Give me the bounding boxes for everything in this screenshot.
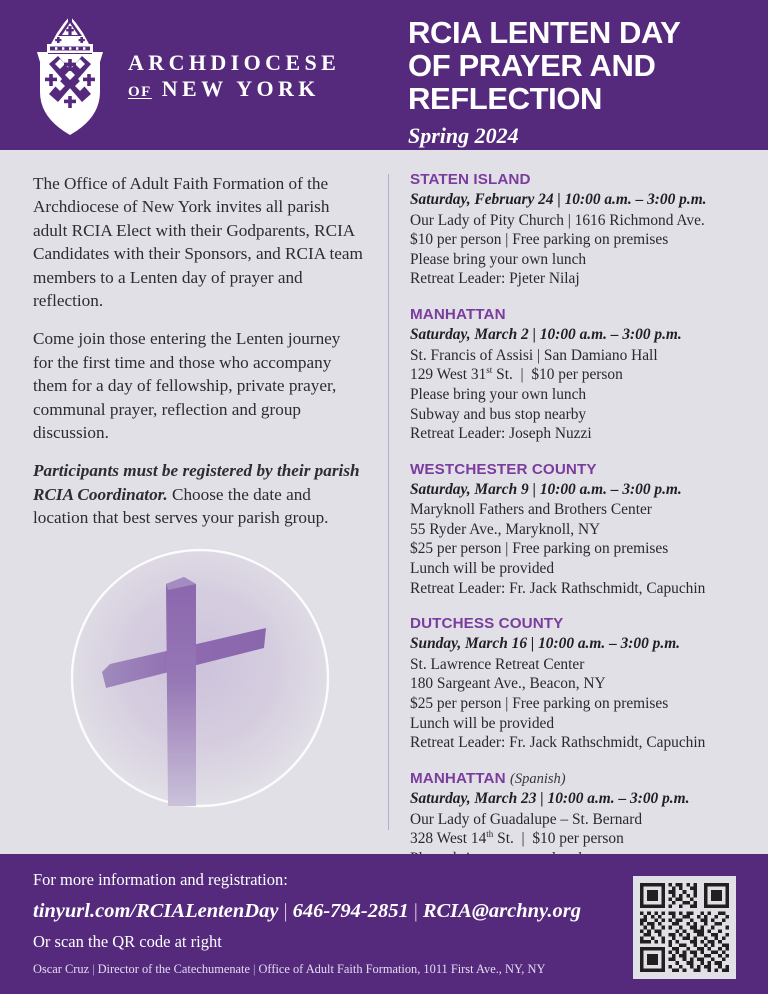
event-detail-line: Please bring your own lunch bbox=[410, 250, 587, 268]
header-band bbox=[0, 0, 768, 150]
credit-title: Director of the Catechumenate bbox=[97, 962, 250, 977]
footer-credit-line bbox=[33, 962, 593, 977]
event-detail-line: Our Lady of Guadalupe – St. Bernard bbox=[410, 810, 643, 828]
footer-scan-note: Or scan the QR code at right bbox=[33, 932, 222, 952]
contact-email[interactable]: RCIA@archny.org bbox=[422, 899, 581, 922]
intro-paragraph-1: The Office of Adult Faith Formation of the Archdiocese of New York invites all parish adult RCIA Elect with their Godparents, RCIA Candidates with their Sponsors, and RCIA team members to a Lenten day of prayer and reflection. bbox=[33, 174, 363, 310]
event-detail-line: 328 West 14th St. | $10 per person bbox=[410, 829, 624, 848]
contact-separator: | bbox=[283, 899, 288, 922]
event-datetime: Saturday, March 23 | 10:00 a.m. – 3:00 p.m. bbox=[410, 789, 690, 807]
footer-info-label: For more information and registration: bbox=[33, 870, 288, 889]
intro-paragraph-2: Come join those entering the Lenten journey for the first time and those who accompany them for a day of fellowship, private prayer, communal prayer, reflection and group discussion. bbox=[33, 329, 341, 442]
wordmark-new-york: NEW YORK bbox=[161, 76, 320, 102]
title-line-2: OF PRAYER AND bbox=[408, 48, 656, 84]
event-datetime: Sunday, March 16 | 10:00 a.m. – 3:00 p.m. bbox=[410, 635, 681, 653]
event-city-name: STATEN ISLAND bbox=[410, 171, 531, 188]
event-city-name: MANHATTAN bbox=[410, 305, 506, 323]
footer-text-block bbox=[33, 870, 593, 977]
event-datetime: Saturday, February 24 | 10:00 a.m. – 3:00 p.m. bbox=[410, 191, 707, 208]
main-content bbox=[0, 150, 768, 854]
event-detail-line: 129 West 31st St. | $10 per person bbox=[410, 365, 623, 384]
event-dutchess-county bbox=[410, 614, 760, 753]
event-detail-line: 55 Ryder Ave., Maryknoll, NY bbox=[410, 520, 601, 538]
event-detail-line: $10 per person | Free parking on premises bbox=[410, 231, 669, 249]
event-detail-line: St. Lawrence Retreat Center bbox=[410, 655, 585, 673]
credit-name: Oscar Cruz bbox=[33, 962, 90, 977]
event-detail-line: Retreat Leader: Joseph Nuzzi bbox=[410, 425, 592, 443]
event-city-heading bbox=[410, 460, 760, 479]
event-city-name: DUTCHESS COUNTY bbox=[410, 615, 564, 633]
archdiocese-of-new-york-crest-icon bbox=[24, 14, 116, 138]
event-detail-line: Our Lady of Pity Church | 1616 Richmond Ave. bbox=[410, 211, 705, 229]
event-westchester-county bbox=[410, 460, 760, 599]
purple-cross-illustration bbox=[56, 544, 344, 832]
registration-note: Choose the date and location that best serves your parish group. bbox=[33, 484, 329, 528]
wordmark-of: OF bbox=[128, 84, 152, 101]
event-city-name: MANHATTAN bbox=[410, 769, 506, 787]
event-detail-line: Retreat Leader: Pjeter Nilaj bbox=[410, 270, 580, 288]
contact-separator: | bbox=[413, 899, 418, 922]
archdiocese-logo-block bbox=[24, 14, 340, 138]
column-divider bbox=[388, 174, 389, 830]
credit-separator: | bbox=[92, 962, 95, 977]
event-detail-line: Lunch will be provided bbox=[410, 560, 555, 578]
event-detail-line: Lunch will be provided bbox=[410, 714, 555, 732]
wordmark-of-new-york bbox=[128, 77, 340, 101]
credit-office: Office of Adult Faith Formation, 1011 First Ave., NY, NY bbox=[258, 962, 546, 977]
event-datetime: Saturday, March 9 | 10:00 a.m. – 3:00 p.m. bbox=[410, 480, 682, 498]
event-city-heading bbox=[410, 305, 760, 324]
events-column bbox=[410, 170, 760, 888]
intro-paragraph-3 bbox=[33, 459, 363, 529]
event-manhattan bbox=[410, 305, 760, 444]
event-datetime: Saturday, March 2 | 10:00 a.m. – 3:00 p.m. bbox=[410, 325, 682, 343]
event-detail-line: Retreat Leader: Fr. Jack Rathschmidt, Capuchin bbox=[410, 734, 706, 752]
event-detail-line: Retreat Leader: Fr. Jack Rathschmidt, Capuchin bbox=[410, 579, 706, 597]
event-detail-line: Maryknoll Fathers and Brothers Center bbox=[410, 501, 652, 519]
flyer-title-block bbox=[408, 16, 738, 149]
event-language-note: (Spanish) bbox=[510, 770, 566, 787]
intro-column bbox=[33, 172, 363, 544]
event-city-heading bbox=[410, 614, 760, 633]
title-line-3: REFLECTION bbox=[408, 81, 603, 117]
event-city-name: WESTCHESTER COUNTY bbox=[410, 460, 597, 478]
contact-phone[interactable]: 646-794-2851 bbox=[292, 899, 409, 922]
event-detail-line: $25 per person | Free parking on premises bbox=[410, 540, 669, 558]
archdiocese-wordmark bbox=[128, 51, 340, 101]
flyer-subtitle: Spring 2024 bbox=[408, 123, 519, 149]
registration-qr-code[interactable] bbox=[633, 876, 736, 979]
wordmark-archdiocese: ARCHDIOCESE bbox=[128, 50, 341, 76]
event-detail-line: 180 Sargeant Ave., Beacon, NY bbox=[410, 675, 606, 693]
title-line-1: RCIA LENTEN DAY bbox=[408, 15, 681, 50]
event-detail-line: Subway and bus stop nearby bbox=[410, 405, 587, 423]
event-city-heading bbox=[410, 170, 760, 189]
event-staten-island bbox=[410, 170, 760, 289]
cross-icon bbox=[56, 544, 344, 832]
event-detail-line: $25 per person | Free parking on premises bbox=[410, 695, 669, 712]
qr-code-icon[interactable] bbox=[633, 876, 736, 979]
registration-requirement: Participants must be registered by their parish RCIA Coordinator. bbox=[33, 461, 360, 504]
credit-separator: | bbox=[252, 962, 256, 977]
event-detail-line: Please bring your own lunch bbox=[410, 385, 587, 403]
footer-contact-line bbox=[33, 899, 593, 924]
registration-url[interactable]: tinyurl.com/RCIALentenDay bbox=[33, 899, 279, 922]
event-city-heading bbox=[410, 769, 760, 788]
event-detail-line: St. Francis of Assisi | San Damiano Hall bbox=[410, 346, 658, 364]
